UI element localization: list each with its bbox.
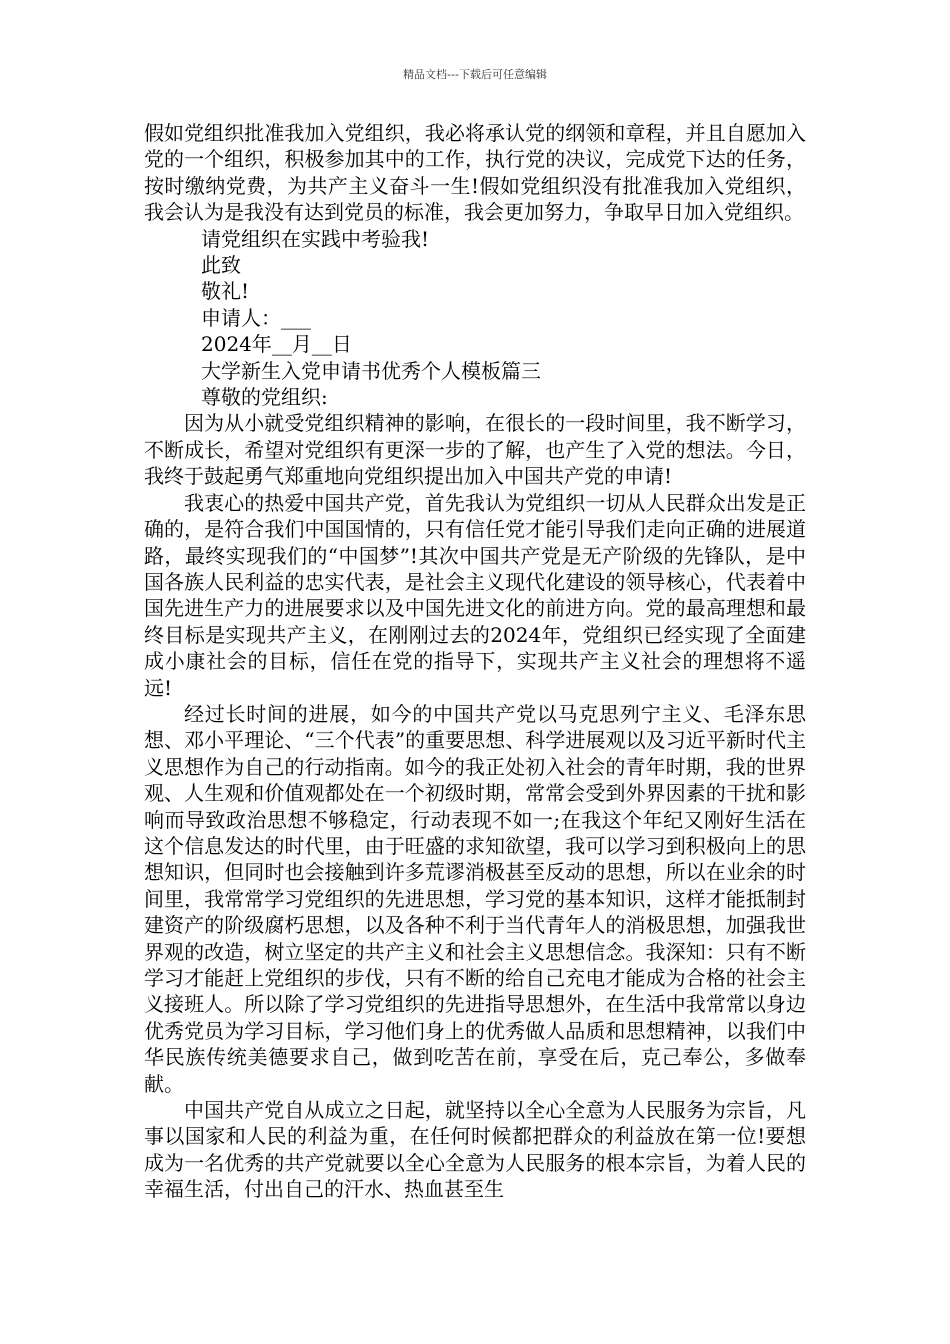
closing-jingli: 敬礼! [201,279,250,304]
paragraph-love-party: 我衷心的热爱中国共产党，首先我认为党组织一切从人民群众出发是正确的，是符合我们中国国情的，只有信任党才能引导我们走向正确的进展道路，最终实现我们的“中国梦”!其次中国共产党是无产阶级的先锋队，是中国各族人民利益的忠实代表，是社会主义现代化建设的领导核心，代表着中国先进生产力的进展要求以及中国先进文化的前进方向。党的最高理想和最终目标是实现共产主义，在刚刚过去的2024年，党组织已经实现了全面建成小康社会的目标，信任在党的指导下，实现共产主义社会的理想将不遥远! [144,490,806,700]
paragraph-commitment: 假如党组织批准我加入党组织，我必将承认党的纲领和章程，并且自愿加入党的一个组织，积极参加其中的工作，执行党的决议，完成党下达的任务，按时缴纳党费，为共产主义奋斗一生!假如党组织没有批准我加入党组织，我会认为是我没有达到党员的标准，我会更加努力，争取早日加入党组织。 [144,121,806,225]
closing-cizhi: 此致 [201,253,241,278]
paragraph-request-test: 请党组织在实践中考验我! [201,226,430,251]
paragraph-study: 经过长时间的进展，如今的中国共产党以马克思列宁主义、毛泽东思想、邓小平理论、“三个代表”的重要思想、科学进展观以及习近平新时代主义思想作为自己的行动指南。如今的我正处初入社会的青年时期，我的世界观、人生观和价值观都处在一个初级时期，常常会受到外界因素的干扰和影响而导致政治思想不够稳定，行动表现不如一;在我这个年纪又刚好生活在这个信息发达的时代里，由于旺盛的求知欲望，我可以学习到积极向上的思想知识，但同时也会接触到许多荒谬消极甚至反动的思想，所以在业余的时间里，我常常学习党组织的先进思想，学习党的基本知识，这样才能抵制封建资产的阶级腐朽思想，以及各种不利于当代青年人的消极思想，加强我世界观的改造，树立坚定的共产主义和社会主义思想信念。我深知：只有不断学习才能赶上党组织的步伐，只有不断的给自己充电才能成为合格的社会主义接班人。所以除了学习党组织的先进指导思想外，在生活中我常常以身边优秀党员为学习目标，学习他们身上的优秀做人品质和思想精神，以我们中华民族传统美德要求自己，做到吃苦在前，享受在后，克己奉公，多做奉献。 [144,701,806,1096]
section-title: 大学新生入党申请书优秀个人模板篇三 [201,358,541,383]
document-body [144,120,806,1203]
page-header: 精品文档---下载后可任意编辑 [403,68,547,81]
salutation: 尊敬的党组织: [201,385,328,410]
applicant-line: 申请人：___ [201,305,311,330]
paragraph-serve-people: 中国共产党自从成立之日起，就坚持以全心全意为人民服务为宗旨，凡事以国家和人民的利益为重，在任何时候都把群众的利益放在第一位!要想成为一名优秀的共产党就要以全心全意为人民服务的根本宗旨，为着人民的幸福生活，付出自己的汗水、热血甚至生 [144,1098,806,1202]
date-line: 2024年__月__日 [201,332,352,357]
paragraph-intro: 因为从小就受党组织精神的影响，在很长的一段时间里，我不断学习，不断成长，希望对党组织有更深一步的了解，也产生了入党的想法。今日，我终于鼓起勇气郑重地向党组织提出加入中国共产党的申请! [144,411,806,489]
